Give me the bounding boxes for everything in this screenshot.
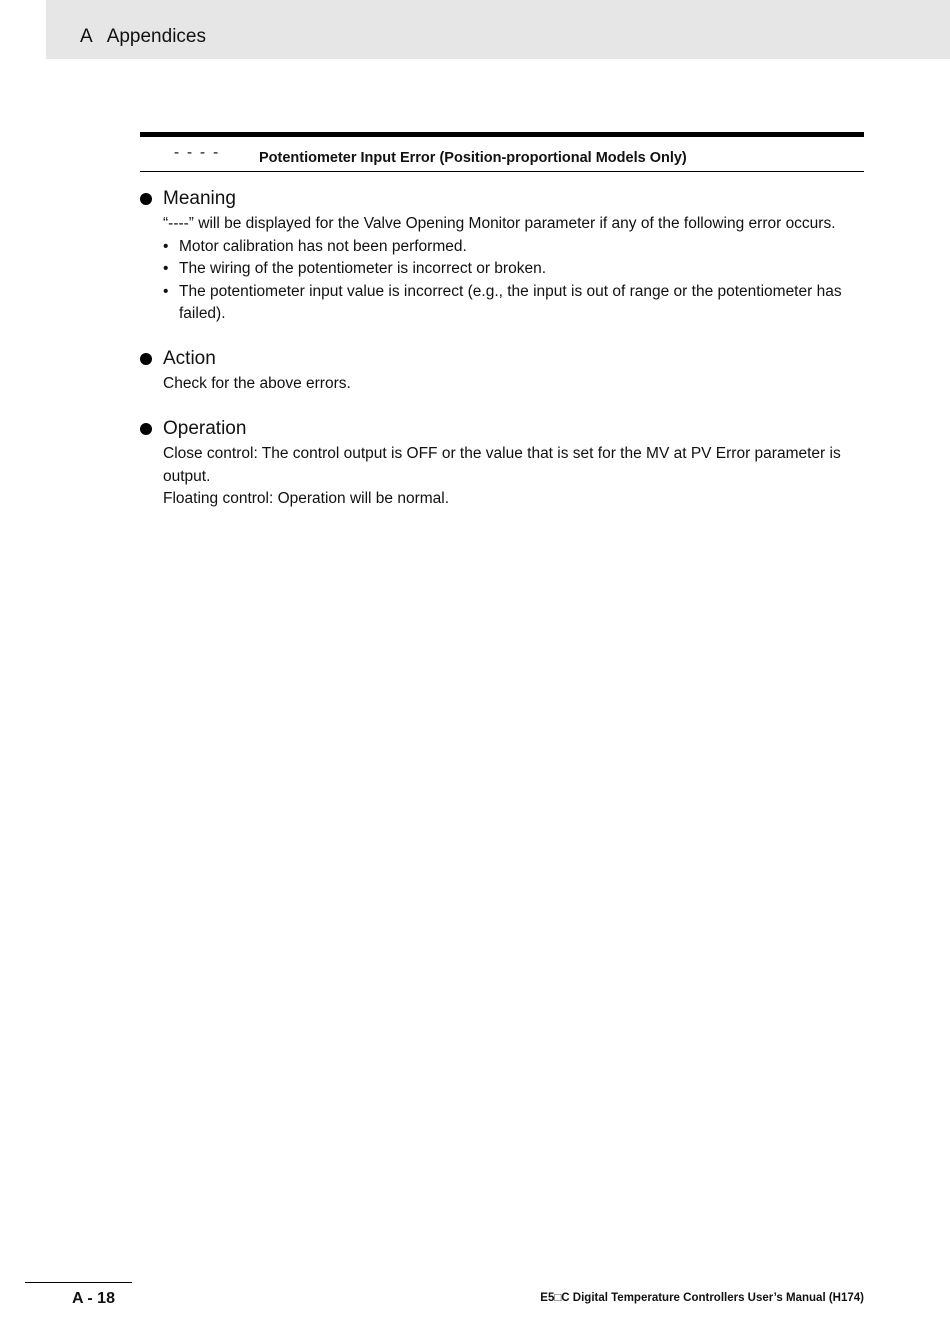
operation-section <box>140 417 866 511</box>
meaning-heading-label: Meaning <box>163 188 236 209</box>
meaning-heading <box>140 187 866 211</box>
operation-close-control: Close control: The control output is OFF or the value that is set for the MV at PV Error parameter is output. <box>163 445 841 485</box>
bullet-icon: • <box>163 282 169 300</box>
action-heading <box>140 347 866 371</box>
meaning-intro: “----” will be displayed for the Valve Opening Monitor parameter if any of the following error occurs. <box>163 215 836 232</box>
list-item <box>163 281 866 326</box>
meaning-list <box>163 236 866 326</box>
chapter-letter: A <box>80 26 93 47</box>
bullet-icon <box>140 423 152 435</box>
bullet-icon: • <box>163 260 169 277</box>
bullet-icon <box>140 353 152 365</box>
footer-rule <box>25 1282 132 1283</box>
meaning-section <box>140 187 866 326</box>
list-item-text: Motor calibration has not been performed. <box>179 237 467 255</box>
chapter-title: Appendices <box>106 26 206 47</box>
list-item-text: The wiring of the potentiometer is incorrect or broken. <box>179 260 547 277</box>
list-item <box>163 258 866 281</box>
manual-title: E5□C Digital Temperature Controllers User’s Manual (H174) <box>540 1292 864 1304</box>
list-item-text: The potentiometer input value is incorrect (e.g., the input is out of range or the potentiometer has failed). <box>179 282 842 322</box>
bullet-icon <box>140 193 152 205</box>
page-number: A - 18 <box>72 1290 115 1307</box>
operation-floating-control: Floating control: Operation will be normal. <box>163 490 450 507</box>
action-text: Check for the above errors. <box>163 375 351 392</box>
list-item <box>163 236 866 259</box>
running-header <box>80 26 206 48</box>
bullet-icon: • <box>163 237 169 255</box>
action-section <box>140 347 866 396</box>
action-heading-label: Action <box>163 348 216 369</box>
error-title-box <box>140 132 864 172</box>
operation-heading-label: Operation <box>163 418 247 439</box>
operation-heading <box>140 417 866 441</box>
error-code: ---- <box>172 143 225 161</box>
error-title: Potentiometer Input Error (Position-proportional Models Only) <box>259 150 687 166</box>
